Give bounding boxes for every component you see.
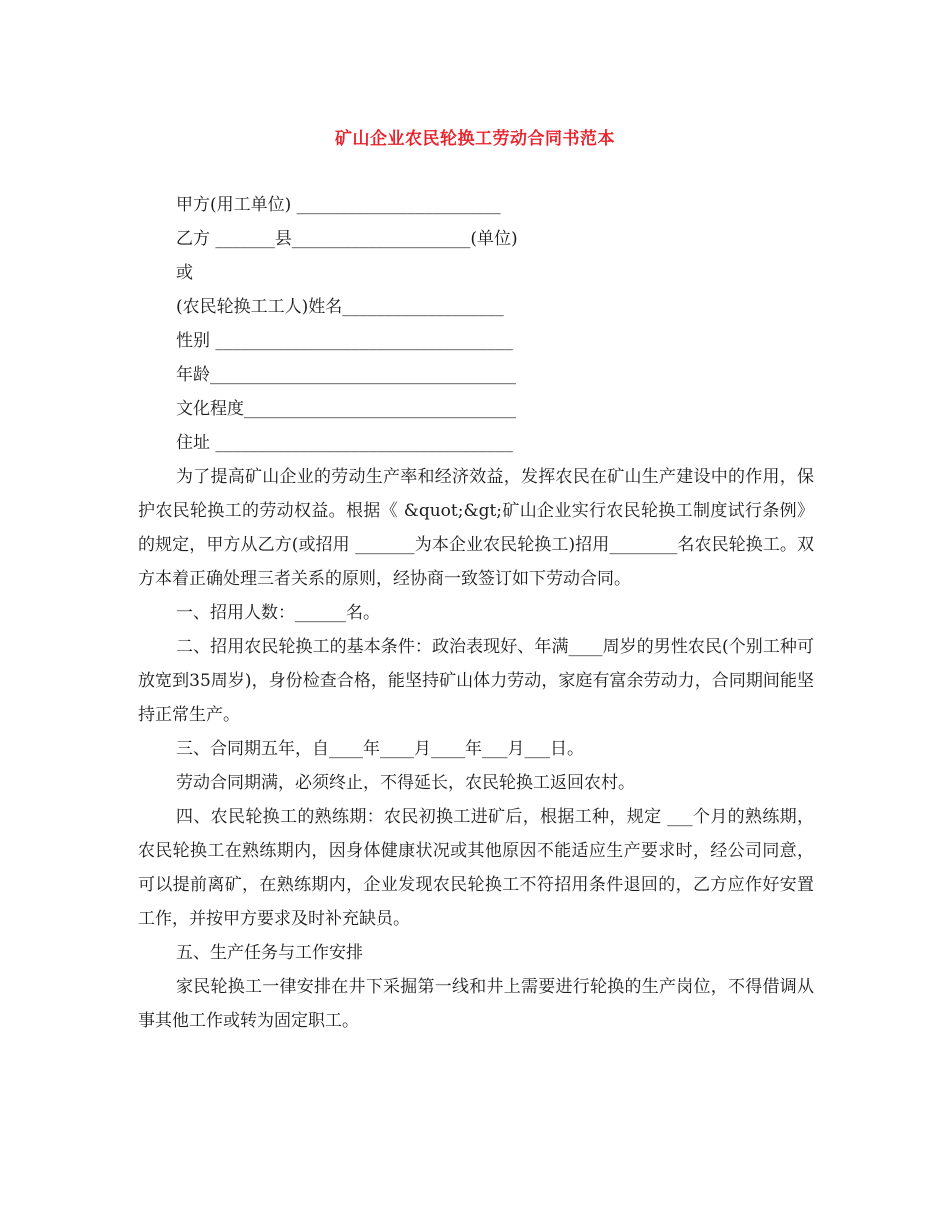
clause-5-body: 家民轮换工一律安排在井下采掘第一线和井上需要进行轮换的生产岗位，不得借调从事其他工作或转为固定职工。 xyxy=(138,977,814,1031)
clause-5-heading: 五、生产任务与工作安排 xyxy=(176,943,363,963)
field-education: 文化程度________________________________ xyxy=(176,399,516,419)
field-party-a: 甲方(用工单位) ________________________ xyxy=(176,195,501,215)
field-party-b: 乙方 _______县_____________________(单位) xyxy=(176,229,518,249)
clause-3-term: 三、合同期五年，自____年____月____年___月___日。 xyxy=(176,739,584,759)
clause-4-training: 四、农民轮换工的熟练期：农民初换工进矿后，根据工种，规定 ___个月的熟练期，农民轮换工在熟练期内，因身体健康状况或其他原因不能适应生产要求时，经公司同意，可以提前离矿，在熟练期内，企业发现农民轮换工不符招用条件退回的，乙方应作好安置工作，并按甲方要求及时补充缺员。 xyxy=(138,807,814,929)
field-or: 或 xyxy=(176,263,193,283)
document-title: 矿山企业农民轮换工劳动合同书范本 xyxy=(335,129,615,149)
clause-3-expiry: 劳动合同期满，必须终止，不得延长，农民轮换工返回农村。 xyxy=(176,773,635,793)
field-age: 年龄____________________________________ xyxy=(176,365,516,385)
field-address: 住址 ___________________________________ xyxy=(176,433,513,453)
field-worker-name: (农民轮换工工人)姓名___________________ xyxy=(176,297,504,317)
paragraph-preamble: 为了提高矿山企业的劳动生产率和经济效益，发挥农民在矿山生产建设中的作用，保护农民轮换工的劳动权益。根据《 &quot;&gt;矿山企业实行农民轮换工制度试行条例》的规定，甲方从乙方(或招用 _______为本企业农民轮换工)招用________名农民轮换工。双方本着正确处理三者关系的原则，经协商一致签订如下劳动合同。 xyxy=(138,467,814,589)
field-gender: 性别 ___________________________________ xyxy=(176,331,513,351)
clause-1-headcount: 一、招用人数：______名。 xyxy=(176,603,380,623)
clause-2-conditions: 二、招用农民轮换工的基本条件：政治表现好、年满____周岁的男性农民(个别工种可放宽到35周岁)，身份检查合格，能坚持矿山体力劳动，家庭有富余劳动力，合同期间能坚持正常生产。 xyxy=(138,637,814,725)
document-body xyxy=(138,188,814,1038)
